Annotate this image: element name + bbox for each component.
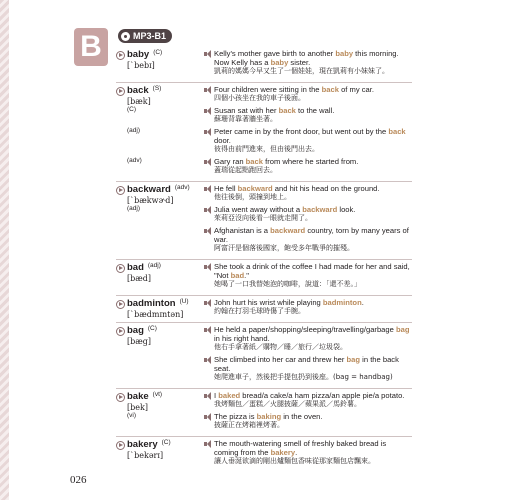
- example-chinese: 阿富汗是個落後國家，飽受多年戰爭的摧殘。: [214, 244, 354, 252]
- headword-column: [116, 262, 204, 292]
- part-of-speech: (adv): [174, 184, 190, 191]
- example-body: [214, 157, 412, 175]
- entry-body: [116, 49, 412, 79]
- speaker-cell: [204, 184, 214, 202]
- sense-row: [116, 205, 412, 256]
- speaker-icon[interactable]: [204, 208, 207, 212]
- examples: [204, 298, 412, 319]
- example-chinese: 他右手拿著紙／購物／睡／旅行／垃圾袋。: [214, 343, 347, 351]
- example: [204, 439, 412, 466]
- example-body: [214, 85, 412, 103]
- headword-column: [116, 106, 204, 127]
- speaker-cell: [204, 205, 214, 223]
- headword-highlight: baby: [335, 49, 354, 58]
- phonetic-transcription: [ˋbædmɪntən]: [127, 310, 184, 319]
- example-english: The pizza is baking in the oven.: [214, 412, 323, 421]
- example-english: He fell backward and hit his head on the ground.: [214, 184, 380, 193]
- headword-highlight: baking: [256, 412, 282, 421]
- example-body: [214, 49, 412, 76]
- speaker-cell: [204, 106, 214, 124]
- part-of-speech: (C): [161, 439, 171, 446]
- examples: [204, 325, 412, 385]
- examples: [204, 49, 412, 79]
- entry-bad: [116, 260, 412, 296]
- speaker-icon[interactable]: [204, 88, 207, 92]
- example: [204, 325, 412, 352]
- headword-text: bag: [127, 325, 144, 336]
- play-audio-icon[interactable]: [116, 87, 125, 96]
- examples: [204, 127, 412, 157]
- entry-body: [116, 184, 412, 256]
- entry-body: [116, 298, 412, 319]
- sense-row: [116, 106, 412, 127]
- entry-body: [116, 262, 412, 292]
- headword-column: [116, 205, 204, 256]
- example-english: Julia went away without a backward look.: [214, 205, 356, 214]
- example: [204, 157, 412, 175]
- headword-column: [116, 85, 204, 106]
- example-body: [214, 127, 412, 154]
- phonetic-transcription: [ˋbækwɚd]: [127, 196, 174, 205]
- example: [204, 262, 412, 289]
- example-chinese: 讓人垂涎欲滴的剛出爐麵包香味從那家麵包店飄來。: [214, 457, 375, 465]
- example-english: Afghanistan is a backward country, torn by many years of war.: [214, 226, 409, 244]
- headword: [116, 391, 204, 402]
- headword-column: [116, 184, 204, 205]
- example: [204, 184, 412, 202]
- example: [204, 49, 412, 76]
- sense-row: [116, 325, 412, 385]
- example-chinese: 披薩正在烤箱裡烤著。: [214, 421, 284, 429]
- examples: [204, 157, 412, 178]
- speaker-icon[interactable]: [204, 160, 207, 164]
- part-of-speech: (vt): [152, 391, 163, 398]
- sense-row: [116, 412, 412, 433]
- examples: [204, 106, 412, 127]
- example-body: [214, 325, 412, 352]
- headword-text: badminton: [127, 298, 176, 309]
- sense-part-of-speech: (C): [127, 106, 137, 113]
- example-chinese: 彼得由前門進來，但由後門出去。: [214, 145, 319, 153]
- headword-text: bad: [127, 262, 144, 273]
- headword-highlight: back: [321, 85, 339, 94]
- headword-highlight: back: [278, 106, 296, 115]
- example-english: John hurt his wrist while playing badminton.: [214, 298, 364, 307]
- entry-body: [116, 85, 412, 178]
- phonetic-transcription: [bek]: [127, 403, 148, 412]
- play-audio-icon[interactable]: [116, 186, 125, 195]
- headword-text: baby: [127, 49, 150, 60]
- entry-back: [116, 83, 412, 182]
- phonetic-transcription: [bæk]: [127, 97, 151, 106]
- play-audio-icon[interactable]: [116, 51, 125, 60]
- headword-highlight: bad: [230, 271, 245, 280]
- speaker-cell: [204, 226, 214, 253]
- headword-highlight: backward: [270, 226, 306, 235]
- sense-part-of-speech: (adj): [127, 205, 141, 212]
- headword: [116, 49, 204, 60]
- dictionary-entries: [116, 47, 412, 472]
- examples: [204, 412, 412, 433]
- example-english: She climbed into her car and threw her bag in the back seat.: [214, 355, 399, 373]
- speaker-cell: [204, 412, 214, 430]
- example: [204, 391, 412, 409]
- sense-row: [116, 127, 412, 157]
- example: [204, 298, 412, 316]
- entry-bake: [116, 389, 412, 437]
- example: [204, 205, 412, 223]
- example-body: [214, 412, 412, 430]
- speaker-icon[interactable]: [204, 229, 207, 233]
- example-english: Kelly's mother gave birth to another baby this morning. Now Kelly has a baby sister.: [214, 49, 399, 67]
- speaker-icon[interactable]: [204, 130, 207, 134]
- speaker-icon[interactable]: [204, 415, 207, 419]
- example: [204, 412, 412, 430]
- speaker-icon[interactable]: [204, 109, 207, 113]
- headword: [116, 184, 204, 195]
- example-body: [214, 391, 412, 409]
- headword-column: [116, 157, 204, 178]
- speaker-cell: [204, 262, 214, 289]
- entry-body: [116, 439, 412, 469]
- examples: [204, 262, 412, 292]
- examples: [204, 391, 412, 412]
- example-chinese: 我烤麵包／蛋糕／火腿披薩／蘋果派／馬鈴薯。: [214, 400, 361, 408]
- example-chinese: 他往後倒，頭撞到地上。: [214, 193, 291, 201]
- headword-highlight: backward: [237, 184, 273, 193]
- headword-highlight: bag: [395, 325, 410, 334]
- play-audio-icon[interactable]: [116, 264, 125, 273]
- headword-highlight: baked: [218, 391, 241, 400]
- headword-column: [116, 49, 204, 79]
- headword-text: backward: [127, 184, 171, 195]
- headword: [116, 85, 204, 96]
- speaker-cell: [204, 439, 214, 466]
- example-english: He held a paper/shopping/sleeping/travelling/garbage bag in his right hand.: [214, 325, 410, 343]
- headword-column: [116, 298, 204, 319]
- sense-row: [116, 298, 412, 319]
- example: [204, 85, 412, 103]
- speaker-icon[interactable]: [204, 328, 207, 332]
- headword-text: back: [127, 85, 149, 96]
- speaker-icon[interactable]: [204, 301, 207, 305]
- example-chinese: 茱莉亞沒向後看一眼就走開了。: [214, 214, 312, 222]
- sense-row: [116, 391, 412, 412]
- examples: [204, 184, 412, 205]
- speaker-cell: [204, 127, 214, 154]
- part-of-speech: (U): [179, 298, 189, 305]
- part-of-speech: (S): [152, 85, 162, 92]
- example-english: The mouth-watering smell of freshly baked bread is coming from the bakery.: [214, 439, 387, 457]
- entry-body: [116, 391, 412, 433]
- headword: [116, 325, 204, 336]
- example-body: [214, 184, 412, 202]
- headword-highlight: badminton: [322, 298, 362, 307]
- headword-text: bakery: [127, 439, 158, 450]
- section-letter: B: [80, 30, 102, 63]
- entry-baby: [116, 47, 412, 83]
- example: [204, 226, 412, 253]
- part-of-speech: (C): [147, 325, 157, 332]
- examples: [204, 439, 412, 469]
- headword: [116, 298, 204, 309]
- example-chinese: 四個小孩坐在我的車子後面。: [214, 94, 305, 102]
- headword-text: bake: [127, 391, 149, 402]
- phonetic-transcription: [bæd]: [127, 274, 152, 283]
- phonetic-transcription: [ˋbebɪ]: [127, 61, 155, 70]
- headword-column: [116, 412, 204, 433]
- phonetic-transcription: [ˋbekərɪ]: [127, 451, 164, 460]
- example-chinese: 蘇珊背靠著牆坐著。: [214, 115, 277, 123]
- entry-bakery: [116, 437, 412, 472]
- speaker-cell: [204, 298, 214, 316]
- example-chinese: 蓋瑞從起點跑回去。: [214, 166, 277, 174]
- speaker-cell: [204, 391, 214, 409]
- entry-bag: [116, 323, 412, 389]
- example-body: [214, 439, 412, 466]
- example-english: Peter came in by the front door, but went out by the back door.: [214, 127, 406, 145]
- example-body: [214, 106, 412, 124]
- cd-icon: [121, 32, 130, 41]
- sense-row: [116, 157, 412, 178]
- example: [204, 127, 412, 154]
- headword-highlight: backward: [302, 205, 338, 214]
- speaker-cell: [204, 49, 214, 76]
- example: [204, 355, 412, 382]
- example-english: She took a drink of the coffee I had made for her and said, "Not bad.": [214, 262, 410, 280]
- headword-highlight: back: [245, 157, 263, 166]
- play-audio-icon[interactable]: [116, 393, 125, 402]
- example-body: [214, 262, 412, 289]
- example-english: Gary ran back from where he started from.: [214, 157, 359, 166]
- sense-row: [116, 85, 412, 106]
- speaker-cell: [204, 355, 214, 382]
- example-english: Susan sat with her back to the wall.: [214, 106, 335, 115]
- speaker-icon[interactable]: [204, 52, 207, 56]
- speaker-icon[interactable]: [204, 442, 207, 446]
- sense-row: [116, 184, 412, 205]
- sense-row: [116, 262, 412, 292]
- section-letter-tab: [74, 28, 108, 66]
- speaker-icon[interactable]: [204, 265, 207, 269]
- headword-column: [116, 439, 204, 469]
- speaker-cell: [204, 85, 214, 103]
- sense-part-of-speech: (adj): [127, 127, 141, 134]
- audio-track-label: MP3-B1: [133, 31, 167, 41]
- headword-highlight: bag: [346, 355, 361, 364]
- headword: [116, 262, 204, 273]
- headword-column: [116, 127, 204, 157]
- sense-part-of-speech: (adv): [127, 157, 142, 164]
- page-number: 026: [70, 474, 87, 486]
- sense-row: [116, 49, 412, 79]
- speaker-icon[interactable]: [204, 187, 207, 191]
- example-chinese: 約翰在打羽毛球時傷了手腕。: [214, 307, 305, 315]
- play-audio-icon[interactable]: [116, 327, 125, 336]
- example-body: [214, 298, 412, 316]
- audio-track-badge[interactable]: [118, 29, 172, 43]
- example-body: [214, 355, 412, 382]
- example-body: [214, 226, 412, 253]
- sense-part-of-speech: (vi): [127, 412, 137, 419]
- headword-column: [116, 325, 204, 385]
- part-of-speech: (adj): [147, 262, 161, 269]
- example-chinese: 凱莉的媽媽今早又生了一個娃娃，現在凱莉有小妹妹了。: [214, 67, 389, 75]
- example-chinese: 她喝了一口我替她泡的咖啡，說道：「還不差。」: [214, 280, 361, 288]
- headword-highlight: baby: [270, 58, 289, 67]
- examples: [204, 205, 412, 256]
- page-spine-decoration: [0, 0, 9, 500]
- sense-row: [116, 439, 412, 469]
- example-english: I baked bread/a cake/a ham pizza/an apple pie/a potato.: [214, 391, 405, 400]
- speaker-icon[interactable]: [204, 358, 207, 362]
- headword-column: [116, 391, 204, 412]
- example-body: [214, 205, 412, 223]
- play-audio-icon[interactable]: [116, 300, 125, 309]
- phonetic-transcription: [bæg]: [127, 337, 152, 346]
- headword-highlight: back: [388, 127, 406, 136]
- speaker-icon[interactable]: [204, 394, 207, 398]
- speaker-cell: [204, 157, 214, 175]
- headword: [116, 439, 204, 450]
- example-chinese: 她爬進車子，然後把手提包扔到後座。(bag = handbag): [214, 373, 393, 381]
- headword-highlight: bakery: [270, 448, 296, 457]
- example: [204, 106, 412, 124]
- example-english: Four children were sitting in the back of my car.: [214, 85, 374, 94]
- entry-backward: [116, 182, 412, 260]
- play-audio-icon[interactable]: [116, 441, 125, 450]
- part-of-speech: (C): [153, 49, 163, 56]
- entry-badminton: [116, 296, 412, 323]
- entry-body: [116, 325, 412, 385]
- examples: [204, 85, 412, 106]
- speaker-cell: [204, 325, 214, 352]
